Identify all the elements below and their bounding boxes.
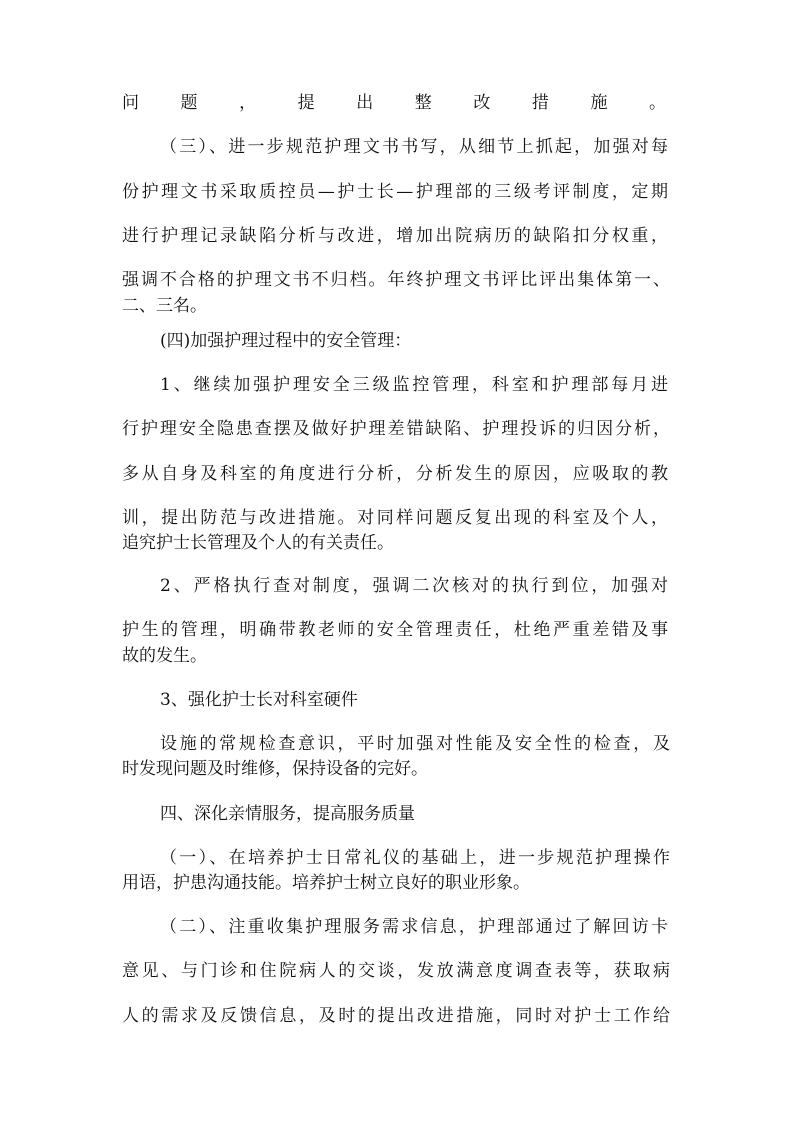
text-line: （一）、在培养护士日常礼仪的基础上，进一步规范护理操作 [160,848,670,868]
text-line: 2、严格执行查对制度，强调二次核对的执行到位，加强对 [160,576,668,596]
text-line: 设施的常规检查意识，平时加强对性能及安全性的检查，及 [160,734,670,754]
text-line: (四)加强护理过程中的安全管理： [160,331,412,351]
text-line: 3、强化护士长对科室硬件 [160,690,358,710]
text-line: 训，提出防范与改进措施。对同样问题反复出现的科室及个人， [122,508,668,528]
text-line: 用语，护患沟通技能。培养护士树立良好的职业形象。 [122,873,530,893]
text-line: 进行护理记录缺陷分析与改进，增加出院病历的缺陷扣分权重， [122,226,668,246]
text-line: 1、继续加强护理安全三级监控管理，科室和护理部每月进 [160,375,668,395]
text-line: 护生的管理，明确带教老师的安全管理责任，杜绝严重差错及事 [122,620,668,640]
text-line: 人的需求及反馈信息，及时的提出改进措施，同时对护士工作给 [122,1006,670,1026]
text-line: 追究护士长管理及个人的有关责任。 [122,533,394,553]
text-line: 问题，提出整改措施。 [122,93,666,113]
text-line: （三）、进一步规范护理文书书写，从细节上抓起，加强对每 [160,137,668,157]
text-line: 多从自身及科室的角度进行分析，分析发生的原因，应吸取的教 [122,464,668,484]
text-line: 强调不合格的护理文书不归档。年终护理文书评比评出集体第一、 [122,270,670,290]
text-line: 份护理文书采取质控员—护士长—护理部的三级考评制度，定期 [122,182,668,202]
text-line: （二）、注重收集护理服务需求信息，护理部通过了解回访卡 [160,917,668,937]
text-line: 时发现问题及时维修，保持设备的完好。 [122,759,428,779]
text-line: 四、深化亲情服务，提高服务质量 [160,804,415,824]
text-line: 行护理安全隐患查摆及做好护理差错缺陷、护理投诉的归因分析， [122,419,670,439]
text-line: 二、三名。 [122,296,207,316]
text-line: 故的发生。 [122,646,207,666]
text-line: 意见、与门诊和住院病人的交谈，发放满意度调查表等，获取病 [122,961,670,981]
